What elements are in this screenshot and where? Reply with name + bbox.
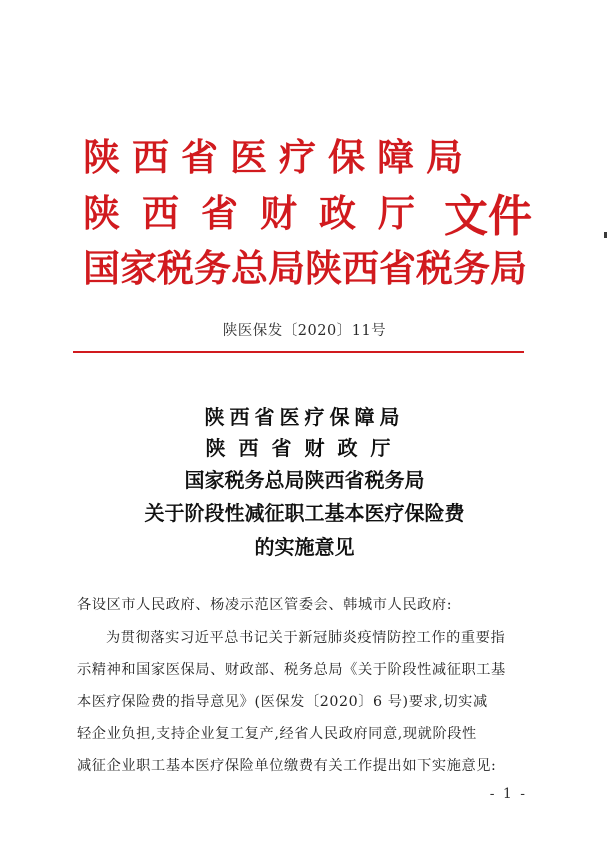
issuer-name-1: 陕西省医疗保障局 xyxy=(83,135,475,179)
title-line-1: 陕西省医疗保障局 xyxy=(204,405,405,429)
body-paragraph-line: 轻企业负担,支持企业复工复产,经省人民政府同意,现就阶段性 xyxy=(77,726,477,742)
title-line-3: 国家税务总局陕西省税务局 xyxy=(184,468,425,492)
body-paragraph-line: 本医疗保险费的指导意见》(医保发〔2020〕6 号)要求,切实减 xyxy=(77,694,488,710)
title-line-4: 关于阶段性减征职工基本医疗保险费 xyxy=(144,501,465,525)
title-line-5: 的实施意见 xyxy=(254,535,355,559)
title-line-2: 陕西省财政厅 xyxy=(205,436,404,460)
document-word: 文件 xyxy=(444,191,532,242)
issuer-name-3: 国家税务总局陕西省税务局 xyxy=(83,246,527,290)
document-number: 陕医保发〔2020〕11号 xyxy=(222,323,387,339)
issuer-name-2: 陕西省财政厅 xyxy=(83,191,437,235)
scan-edge-mark xyxy=(604,232,607,238)
addressee-line: 各设区市人民政府、杨凌示范区管委会、韩城市人民政府: xyxy=(77,597,453,613)
page-number: - 1 - xyxy=(489,786,527,802)
body-paragraph-line: 减征企业职工基本医疗保险单位缴费有关工作提出如下实施意见: xyxy=(77,758,497,774)
red-divider-line xyxy=(73,351,524,353)
body-paragraph-line: 示精神和国家医保局、财政部、税务总局《关于阶段性减征职工基 xyxy=(77,662,506,678)
body-paragraph-line: 为贯彻落实习近平总书记关于新冠肺炎疫情防控工作的重要指 xyxy=(106,630,506,646)
